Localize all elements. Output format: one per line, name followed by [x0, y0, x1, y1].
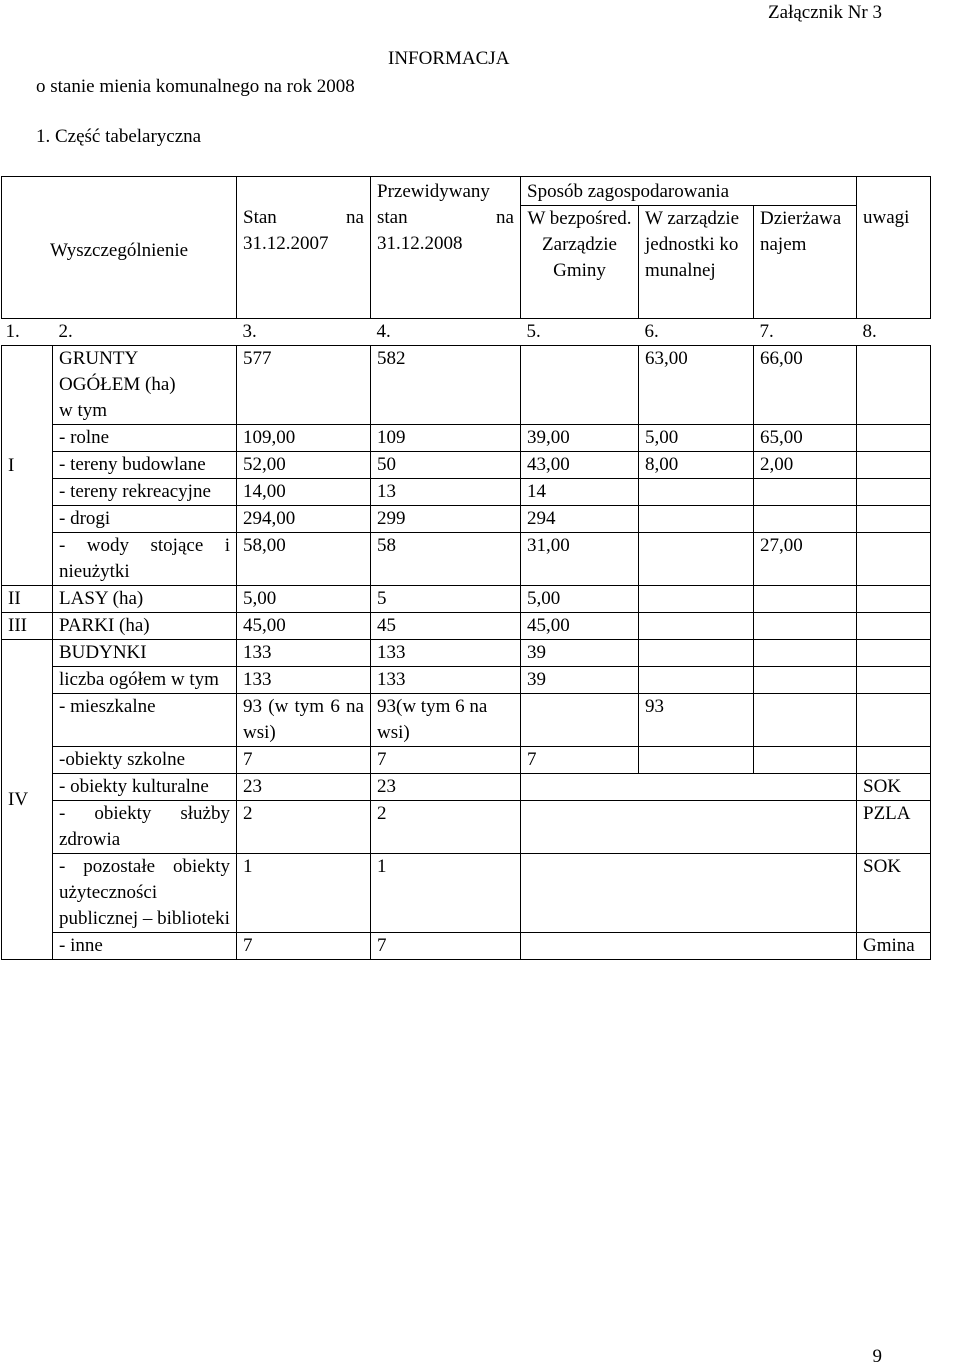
- table-row: [2, 694, 931, 747]
- row-bezp: 39: [521, 667, 639, 694]
- row-zarz: [639, 774, 754, 801]
- row-zarz: [639, 479, 754, 506]
- col-num-4: 4.: [371, 319, 521, 346]
- row-name: GRUNTY OGÓŁEM (ha) w tym: [53, 346, 237, 425]
- row-bezp: 5,00: [521, 586, 639, 613]
- col-num-8: 8.: [857, 319, 931, 346]
- table-row: [2, 425, 931, 452]
- row-przew: 23: [371, 774, 521, 801]
- attachment-label: Załącznik Nr 3: [768, 2, 882, 23]
- row-dzierz: 65,00: [754, 425, 857, 452]
- row-bezp: 43,00: [521, 452, 639, 479]
- row-przew: 133: [371, 640, 521, 667]
- row-stan: 58,00: [237, 533, 371, 586]
- document-title: INFORMACJA: [388, 48, 510, 69]
- row-dzierz: [754, 747, 857, 774]
- row-dzierz: 27,00: [754, 533, 857, 586]
- row-przew: 45: [371, 613, 521, 640]
- row-zarz: [639, 586, 754, 613]
- table-row: [2, 586, 931, 613]
- section-label-I: I: [2, 346, 53, 586]
- row-name: BUDYNKI: [53, 640, 237, 667]
- row-dzierz: [754, 694, 857, 747]
- row-bezp: 294: [521, 506, 639, 533]
- row-name: - wody stojące i nieużytki: [53, 533, 237, 586]
- table-row: [2, 346, 931, 425]
- table-row: [2, 640, 931, 667]
- row-przew: 5: [371, 586, 521, 613]
- row-uwagi: [857, 452, 931, 479]
- row-uwagi: [857, 479, 931, 506]
- row-name: - obiekty kulturalne: [53, 774, 237, 801]
- row-bezp: 39,00: [521, 425, 639, 452]
- row-stan: 133: [237, 667, 371, 694]
- row-bezp: 31,00: [521, 533, 639, 586]
- row-dzierz: [754, 667, 857, 694]
- table-row: [2, 801, 931, 854]
- row-bezp: [521, 774, 639, 801]
- row-zarz: [639, 933, 754, 960]
- row-przew: 50: [371, 452, 521, 479]
- row-przew: 93(w tym 6 na wsi): [371, 694, 521, 747]
- header-stan-2007: Stan na 31.12.2007: [237, 177, 371, 319]
- section-label-II: II: [2, 586, 53, 613]
- section-label-IV: IV: [2, 640, 53, 960]
- row-stan: 52,00: [237, 452, 371, 479]
- row-stan: 23: [237, 774, 371, 801]
- row-name: liczba ogółem w tym: [53, 667, 237, 694]
- row-dzierz: 66,00: [754, 346, 857, 425]
- row-uwagi: [857, 346, 931, 425]
- row-name: PARKI (ha): [53, 613, 237, 640]
- row-stan: 93 (w tym 6 na wsi): [237, 694, 371, 747]
- header-w-zarzadzie-text: W zarządzie jednostki komunalnej: [645, 208, 740, 281]
- header-uwagi: uwagi: [857, 177, 931, 319]
- col-num-3: 3.: [237, 319, 371, 346]
- header-w-bezposred-text: W bezpośred. Zarządzie Gminy: [527, 208, 632, 281]
- header-w-zarzadzie: [639, 206, 754, 319]
- row-stan: 5,00: [237, 586, 371, 613]
- row-zarz: [639, 854, 754, 933]
- table-row: [2, 533, 931, 586]
- row-dzierz: [754, 801, 857, 854]
- col-num-6: 6.: [639, 319, 754, 346]
- row-name: -obiekty szkolne: [53, 747, 237, 774]
- row-dzierz: 2,00: [754, 452, 857, 479]
- row-name: - rolne: [53, 425, 237, 452]
- property-table: [1, 176, 931, 960]
- row-dzierz: [754, 933, 857, 960]
- row-bezp: [521, 933, 639, 960]
- row-zarz: [639, 667, 754, 694]
- row-dzierz: [754, 479, 857, 506]
- row-przew: 582: [371, 346, 521, 425]
- row-przew: 7: [371, 747, 521, 774]
- row-dzierz: [754, 854, 857, 933]
- row-uwagi: [857, 747, 931, 774]
- row-dzierz: [754, 506, 857, 533]
- row-name: - obiekty służby zdrowia: [53, 801, 237, 854]
- row-przew: 58: [371, 533, 521, 586]
- row-dzierz: [754, 774, 857, 801]
- table-row: [2, 479, 931, 506]
- row-name: - pozostałe obiekty użyteczności publicznej – biblioteki: [53, 854, 237, 933]
- section-heading: 1. Część tabelaryczna: [36, 126, 202, 147]
- row-przew: 2: [371, 801, 521, 854]
- row-uwagi: PZLA: [857, 801, 931, 854]
- row-dzierz: [754, 613, 857, 640]
- column-number-row: [2, 319, 931, 346]
- row-uwagi: Gmina: [857, 933, 931, 960]
- row-stan: 1: [237, 854, 371, 933]
- row-zarz: [639, 533, 754, 586]
- row-przew: 1: [371, 854, 521, 933]
- row-przew: 299: [371, 506, 521, 533]
- row-przew: 7: [371, 933, 521, 960]
- row-zarz: 93: [639, 694, 754, 747]
- row-przew: 13: [371, 479, 521, 506]
- header-wyszczegolnienie: Wyszczególnienie: [2, 177, 237, 319]
- col-num-7: 7.: [754, 319, 857, 346]
- row-uwagi: [857, 694, 931, 747]
- page-number: 9: [872, 1346, 882, 1367]
- table-row: [2, 774, 931, 801]
- table-row: [2, 613, 931, 640]
- row-name: - tereny budowlane: [53, 452, 237, 479]
- header-row: [2, 177, 931, 206]
- row-stan: 7: [237, 933, 371, 960]
- row-bezp: [521, 801, 639, 854]
- col-num-1: 1.: [2, 319, 53, 346]
- row-name: - tereny rekreacyjne: [53, 479, 237, 506]
- row-bezp: 39: [521, 640, 639, 667]
- row-dzierz: [754, 640, 857, 667]
- document-subtitle: o stanie mienia komunalnego na rok 2008: [36, 76, 355, 97]
- row-name: LASY (ha): [53, 586, 237, 613]
- row-stan: 2: [237, 801, 371, 854]
- row-zarz: [639, 747, 754, 774]
- col-num-2: 2.: [53, 319, 237, 346]
- row-bezp: 7: [521, 747, 639, 774]
- row-stan: 14,00: [237, 479, 371, 506]
- row-bezp: [521, 854, 639, 933]
- header-dzierzawa: [754, 206, 857, 319]
- row-name: - drogi: [53, 506, 237, 533]
- row-name: - inne: [53, 933, 237, 960]
- row-dzierz: [754, 586, 857, 613]
- table-row: [2, 667, 931, 694]
- row-zarz: [639, 613, 754, 640]
- row-stan: 577: [237, 346, 371, 425]
- row-stan: 133: [237, 640, 371, 667]
- row-uwagi: SOK: [857, 854, 931, 933]
- row-uwagi: [857, 425, 931, 452]
- col-num-5: 5.: [521, 319, 639, 346]
- table-row: [2, 506, 931, 533]
- row-zarz: 8,00: [639, 452, 754, 479]
- row-bezp: 14: [521, 479, 639, 506]
- row-uwagi: [857, 667, 931, 694]
- table-row: [2, 452, 931, 479]
- row-uwagi: [857, 613, 931, 640]
- row-uwagi: SOK: [857, 774, 931, 801]
- row-zarz: 63,00: [639, 346, 754, 425]
- row-uwagi: [857, 586, 931, 613]
- row-przew: 109: [371, 425, 521, 452]
- header-przewidywany: Przewidywany stan na 31.12.2008: [371, 177, 521, 319]
- table-row: [2, 747, 931, 774]
- row-bezp: [521, 346, 639, 425]
- row-stan: 7: [237, 747, 371, 774]
- header-dzierzawa-text: Dzierżawa najem: [760, 208, 842, 255]
- row-bezp: [521, 694, 639, 747]
- row-zarz: [639, 801, 754, 854]
- row-zarz: [639, 640, 754, 667]
- row-uwagi: [857, 640, 931, 667]
- table-row: [2, 933, 931, 960]
- section-label-III: III: [2, 613, 53, 640]
- row-zarz: [639, 506, 754, 533]
- row-name: - mieszkalne: [53, 694, 237, 747]
- row-stan: 109,00: [237, 425, 371, 452]
- row-uwagi: [857, 506, 931, 533]
- header-w-bezposred: [521, 206, 639, 319]
- row-stan: 294,00: [237, 506, 371, 533]
- row-bezp: 45,00: [521, 613, 639, 640]
- row-przew: 133: [371, 667, 521, 694]
- row-stan: 45,00: [237, 613, 371, 640]
- row-uwagi: [857, 533, 931, 586]
- header-sposob: Sposób zagospodarowania: [521, 177, 857, 206]
- row-zarz: 5,00: [639, 425, 754, 452]
- table-row: [2, 854, 931, 933]
